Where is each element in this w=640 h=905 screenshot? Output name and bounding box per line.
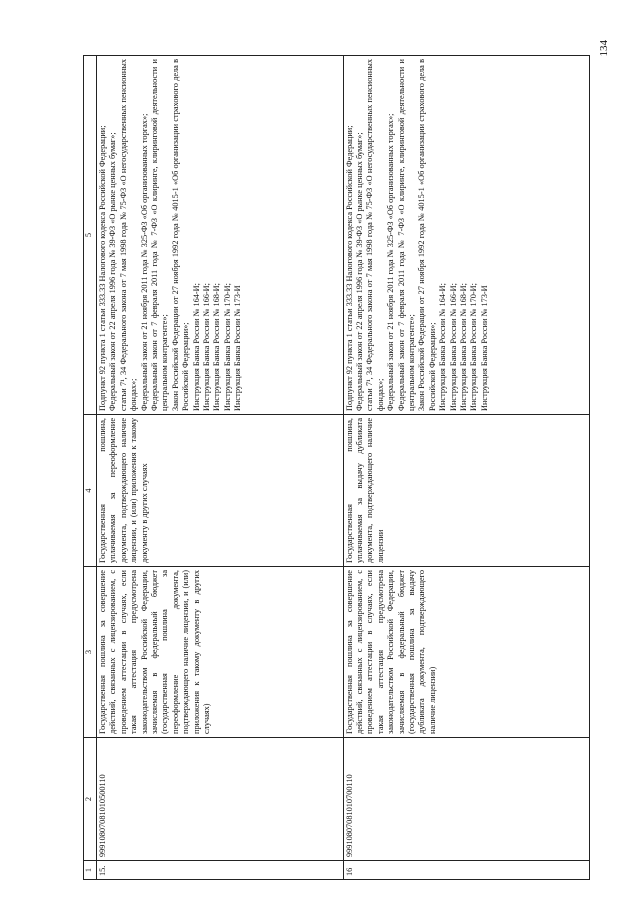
legal-basis-line: Закон Российской Федерации от 27 ноября 1992 года № 4015-1 «Об организации страхового дела в Российской Федерации»; [170,59,191,411]
row-number: 16 [343,861,590,880]
legal-basis-line: Федеральный закон от 22 апреля 1996 года № 39-ФЗ «О рынке ценных бумаг»; [108,132,118,411]
legal-basis-line: Инструкция Банка России № 168-И; [458,283,468,411]
legal-basis-line: Инструкция Банка России № 166-И; [202,283,212,411]
table-row [97,56,344,880]
legal-basis-line: Подпункт 92 пункта 1 статьи 333.33 Налогового кодекса Российской Федерации; [344,125,354,411]
header-col-1: 1 [84,861,97,880]
legal-basis-line: Закон Российской Федерации от 27 ноября 1992 года № 4015-1 «Об организации страхового дела в Российской Федерации»; [417,59,437,411]
legal-basis [343,56,590,415]
page-number: 134 [598,40,610,57]
header-col-4: 4 [84,415,97,567]
header-col-2: 2 [84,738,97,861]
legal-basis-line: Федеральный закон от 7 февраля 2011 года № 7-ФЗ «О клиринге, клиринговой деятельности и центральном контрагенте»; [150,59,170,411]
fee-description: Государственная пошлина, уплачиваемая за выдачу дубликата документа, подтверждающего наличие лицензии [343,415,590,567]
legal-basis-line: статьи 7¹, 34 Федерального закона от 7 мая 1998 года № 75-ФЗ «О негосударственных пенсионных фондах»; [118,59,139,411]
legal-basis-line: Инструкция Банка России № 168-И; [212,283,222,411]
legal-basis-line: Федеральный закон от 22 апреля 1996 года № 39-ФЗ «О рынке ценных бумаг»; [354,132,364,411]
header-row [84,56,97,880]
fees-table [83,55,590,880]
table-row [343,56,590,880]
legal-basis-line: Инструкция Банка России № 173-И [479,285,489,411]
fee-description: Государственная пошлина, уплачиваемая за переоформление документа, подтверждающего наличие лицензии, и (или) приложения к такому документу в других случаях [97,415,344,567]
header-col-5: 5 [84,56,97,415]
legal-basis-line: Инструкция Банка России № 170-И; [222,283,232,411]
legal-basis-line: Инструкция Банка России № 170-И; [469,283,479,411]
legal-basis-line: Инструкция Банка России № 164-И; [438,283,448,411]
legal-basis-line: Федеральный закон от 7 февраля 2011 года № 7-ФЗ «О клиринге, клиринговой деятельности и центральном контрагенте»; [396,59,416,411]
kbk-code: 99910807081010700110 [343,738,590,861]
legal-basis-line: статьи 7¹, 34 Федерального закона от 7 мая 1998 года № 75-ФЗ «О негосударственных пенсионных фондах»; [365,59,385,411]
legal-basis-line: Инструкция Банка России № 166-И; [448,283,458,411]
kbk-code: 99910807081010500110 [97,738,344,861]
legal-basis-line: Подпункт 92 пункта 1 статьи 333.33 Налогового кодекса Российской Федерации; [98,125,107,411]
legal-basis-line: Инструкция Банка России № 164-И; [191,283,201,411]
header-col-3: 3 [84,567,97,738]
fee-name: Государственная пошлина за совершение действий, связанных с лицензированием, с проведением аттестации в случаях, если такая аттестация предусмотрена законодательством Российской Федерации, зачисляемая в федеральный бюджет (государственная пошлина за переоформление документа, подтверждающего наличие лицензии, и (или) приложения к такому документу в других случаях) [97,567,344,738]
legal-basis-line: Федеральный закон от 21 ноября 2011 года № 325-ФЗ «Об организованных торгах»; [139,113,149,411]
row-number: 15. [97,861,344,880]
legal-basis [97,56,344,415]
rotated-table-sheet [83,55,590,880]
legal-basis-line: Инструкция Банка России № 173-И [233,285,243,411]
legal-basis-line: Федеральный закон от 21 ноября 2011 года № 325-ФЗ «Об организованных торгах»; [386,113,396,411]
fee-name: Государственная пошлина за совершение действий, связанных с лицензированием, с проведением аттестации в случаях, если такая аттестация предусмотрена законодательством Российской Федерации, зачисляемая в федеральный бюджет (государственная пошлина за выдачу дубликата документа, подтверждающего наличие лицензии) [343,567,590,738]
